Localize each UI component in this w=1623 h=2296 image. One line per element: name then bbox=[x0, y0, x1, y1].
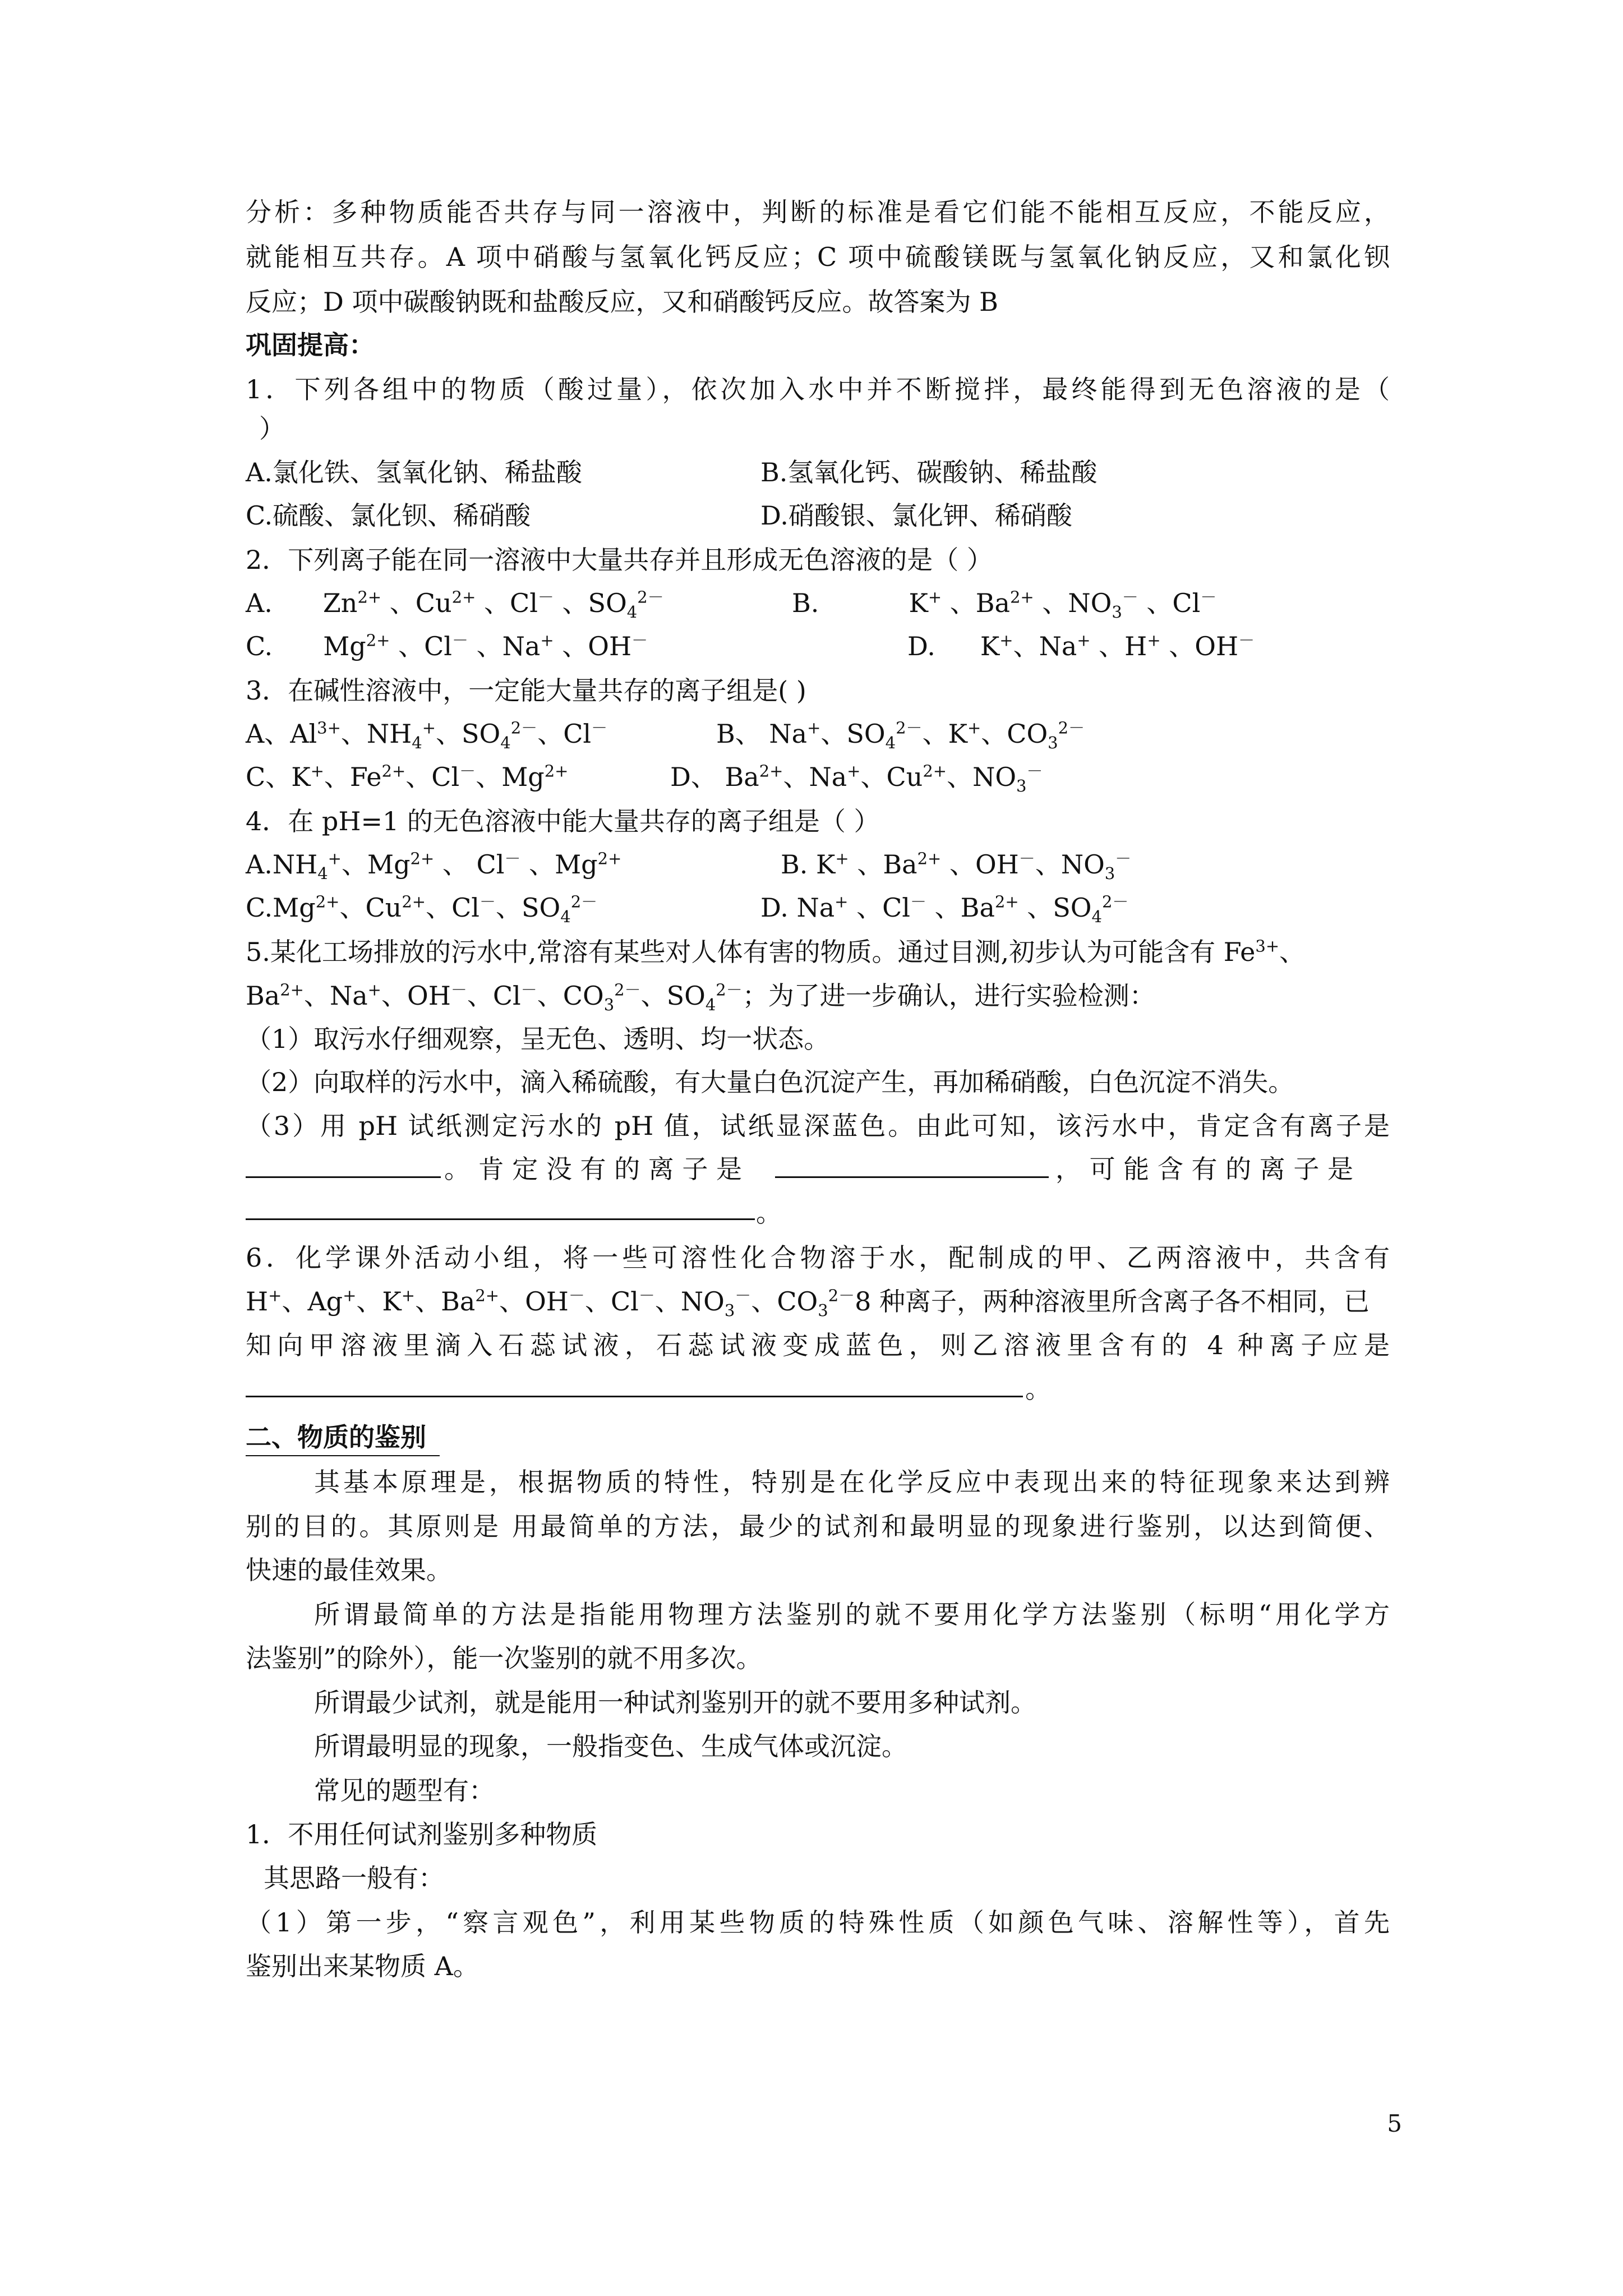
ion-text: 、Cl bbox=[405, 762, 460, 792]
ion-charge: + bbox=[310, 761, 324, 781]
ion-text: 、Mg bbox=[341, 849, 411, 880]
q1-option-d bbox=[760, 499, 1377, 532]
ion-charge: － bbox=[1018, 849, 1035, 868]
q3-option-a bbox=[246, 717, 694, 751]
ion-charge: + bbox=[1147, 631, 1161, 650]
ion-subscript: 3 bbox=[1104, 864, 1115, 884]
q5-blank-present-ions[interactable] bbox=[246, 1176, 441, 1178]
ion-text: 、SO bbox=[496, 892, 561, 923]
ion-subscript: 3 bbox=[1016, 776, 1027, 796]
q3-option-d bbox=[670, 760, 1343, 794]
q4-option-b bbox=[781, 848, 1386, 884]
section2-p1-line-2: 别的目的。其原则是 用最简单的方法，最少的试剂和最明显的现象进行鉴别，以达到简便、 bbox=[246, 1511, 1390, 1542]
ion-text: 、Ba bbox=[926, 892, 995, 923]
q5-blank-1-suffix: 。 肯 定 没 有 的 离 子 是 bbox=[444, 1154, 742, 1184]
ion-text: C.Mg bbox=[246, 892, 316, 923]
ion-charge: 3+ bbox=[317, 718, 341, 738]
ion-text: 、Cl bbox=[390, 631, 453, 661]
ion-charge: － bbox=[1115, 849, 1132, 868]
ion-charge: 2－ bbox=[716, 980, 743, 1000]
ion-subscript: 4 bbox=[1091, 907, 1102, 927]
ion-text: 、Fe bbox=[324, 762, 382, 792]
ion-text: 、Cl bbox=[476, 588, 538, 618]
ion-text: 、 Cl bbox=[434, 849, 505, 880]
ion-charge: － bbox=[459, 761, 476, 781]
ion-text: 、Na bbox=[783, 762, 847, 792]
ion-charge: － bbox=[735, 1286, 751, 1305]
ion-charge: + bbox=[328, 849, 342, 868]
ion-charge: + bbox=[268, 1286, 282, 1305]
ion-text: 、Cu bbox=[860, 762, 923, 792]
ion-text: 、NO bbox=[1035, 849, 1105, 880]
ion-text: 、Cl bbox=[584, 1286, 639, 1317]
q5-line-1 bbox=[246, 935, 1390, 969]
ion-subscript: 3 bbox=[1048, 733, 1058, 753]
ion-text: 、OH bbox=[1160, 631, 1239, 661]
ion-text: D、 Ba bbox=[670, 762, 759, 792]
ion-charge: 2+ bbox=[381, 761, 406, 781]
q5-blank-absent-ions[interactable] bbox=[775, 1176, 1049, 1178]
ion-charge: 2+ bbox=[280, 980, 304, 1000]
q3-option-c bbox=[246, 760, 694, 794]
q5-line-1-text: 5.某化工场排放的污水中,常溶有某些对人体有害的物质。通过目测,初步认为可能含有 Fe bbox=[246, 937, 1256, 967]
ion-charge: + bbox=[967, 718, 981, 738]
ion-text: 、Cu bbox=[339, 892, 402, 923]
q4-option-d bbox=[760, 891, 1389, 927]
section2-item-1: 1．不用任何试剂鉴别多种物质 bbox=[246, 1819, 598, 1849]
ion-text: B. K bbox=[781, 849, 836, 880]
section-heading-consolidate: 巩固提高： bbox=[246, 330, 375, 360]
q3-option-b bbox=[716, 717, 1389, 751]
q2-option-b-label: B. bbox=[792, 588, 819, 618]
ion-charge: 2－ bbox=[896, 718, 923, 738]
ion-charge: + bbox=[540, 631, 554, 650]
section-heading-underline bbox=[246, 1455, 440, 1456]
ion-text: 、Cu bbox=[381, 588, 452, 618]
ion-text: A、Al bbox=[246, 719, 317, 749]
analysis-line-2: 就能相互共存。A 项中硝酸与氢氧化钙反应；C 项中硫酸镁既与氢氧化钠反应，又和氯化钡 bbox=[246, 242, 1390, 272]
ion-subscript: 4 bbox=[500, 733, 511, 753]
q5-line-2-tail: ；为了进一步确认，进行实验检测： bbox=[742, 981, 1155, 1011]
ion-charge: 2+ bbox=[410, 849, 435, 868]
ion-text: 、Na bbox=[1013, 631, 1077, 661]
ion-charge: + bbox=[847, 761, 861, 781]
section2-p2-line-1: 所谓最简单的方法是指能用物理方法鉴别的就不要用化学方法鉴别（标明“用化学方 bbox=[314, 1599, 1390, 1630]
ion-text: 、CO bbox=[751, 1286, 818, 1317]
section2-p2-line-2: 法鉴别”的除外），能一次鉴别的就不用多次。 bbox=[246, 1643, 762, 1673]
ion-charge: 2+ bbox=[357, 587, 382, 607]
q6-blank-suffix: 。 bbox=[1025, 1374, 1051, 1404]
ion-charge: 2－ bbox=[828, 1286, 855, 1305]
ion-charge: － bbox=[591, 718, 608, 738]
ion-text: Ba bbox=[246, 981, 280, 1011]
q6-line-1: 6．化学课外活动小组，将一些可溶性化合物溶于水，配制成的甲、乙两溶液中，共含有 bbox=[246, 1243, 1390, 1273]
ion-charge: － bbox=[631, 631, 648, 650]
q2-stem: 2．下列离子能在同一溶液中大量共存并且形成无色溶液的是（ ） bbox=[246, 545, 993, 575]
q6-line-2 bbox=[246, 1285, 1390, 1318]
ion-charge: 2+ bbox=[917, 849, 942, 868]
ion-charge: － bbox=[504, 849, 521, 868]
q6-line-2-tail: 8 种离子，两种溶液里所含离子各不相同，已 bbox=[855, 1286, 1370, 1317]
ion-text: 、CO bbox=[537, 981, 604, 1011]
ion-charge: + bbox=[1077, 631, 1091, 650]
section2-step-1-line-1: （1）第一步，“察言观色”，利用某些物质的特殊性质（如颜色气味、溶解性等），首先 bbox=[246, 1907, 1390, 1938]
ion-text: 、H bbox=[1090, 631, 1147, 661]
ion-charge: － bbox=[537, 587, 554, 607]
ion-text: 、OH bbox=[499, 1286, 569, 1317]
ion-text: 、SO bbox=[1018, 892, 1092, 923]
ion-charge: － bbox=[1238, 631, 1255, 650]
q1-option-c-text: C.硫酸、氯化钡、稀硝酸 bbox=[246, 500, 531, 531]
ion-text: 、NO bbox=[947, 762, 1017, 792]
q1-stem-end: ） bbox=[259, 413, 285, 444]
ion-text: 、Mg bbox=[520, 849, 598, 880]
q2-option-c-label: C. bbox=[246, 631, 273, 661]
ion-text: 、SO bbox=[554, 588, 627, 618]
q3-stem: 3．在碱性溶液中，一定能大量共存的离子组是( ) bbox=[246, 675, 806, 706]
ion-charge: 2－ bbox=[1101, 892, 1129, 912]
q5-blank-possible-ions[interactable] bbox=[246, 1218, 755, 1220]
ion-text: 、Cl bbox=[426, 892, 479, 923]
ion-charge: 2+ bbox=[759, 761, 783, 781]
ion-text: H bbox=[246, 1286, 269, 1317]
ion-text: 、Ba bbox=[415, 1286, 476, 1317]
ion-charge: 2+ bbox=[475, 1286, 500, 1305]
q1-stem: 1．下列各组中的物质（酸过量），依次加入水中并不断搅拌，最终能得到无色溶液的是（ bbox=[246, 374, 1390, 404]
ion-subscript: 4 bbox=[705, 995, 716, 1015]
ion-charge: 2－ bbox=[510, 718, 538, 738]
ion-text: Zn bbox=[322, 588, 358, 618]
q2-option-a bbox=[246, 586, 806, 620]
ion-charge: 2－ bbox=[614, 980, 641, 1000]
q5-line-1-end: 、 bbox=[1279, 937, 1306, 967]
ion-text: 、Cl bbox=[467, 981, 521, 1011]
section-heading-identification: 二、物质的鉴别 bbox=[246, 1422, 426, 1452]
ion-charge: + bbox=[807, 718, 821, 738]
ion-text: B、 Na bbox=[716, 719, 808, 749]
ion-text: 、Cl bbox=[848, 892, 911, 923]
ion-text: 、Na bbox=[468, 631, 541, 661]
ion-text: 、Ag bbox=[282, 1286, 343, 1317]
q6-line-3: 知向甲溶液里滴入石蕊试液，石蕊试液变成蓝色，则乙溶液里含有的 4 种离子应是 bbox=[246, 1330, 1390, 1360]
ion-charge: 2－ bbox=[1058, 718, 1085, 738]
ion-charge: － bbox=[568, 1286, 585, 1305]
ion-subscript: 4 bbox=[412, 733, 422, 753]
q1-option-a-text: A.氯化铁、氢氧化钠、稀盐酸 bbox=[246, 457, 582, 487]
ion-charge: + bbox=[835, 849, 849, 868]
ion-text: 、OH bbox=[381, 981, 451, 1011]
q1-option-b bbox=[760, 455, 1377, 489]
section2-p5: 常见的题型有： bbox=[314, 1775, 495, 1806]
q2-option-d-label: D. bbox=[907, 631, 935, 661]
section2-step-1-line-2: 鉴别出来某物质 A。 bbox=[246, 1951, 479, 1981]
ion-charge: 2－ bbox=[637, 587, 664, 607]
ion-charge: + bbox=[422, 718, 436, 738]
q5-blank-2-suffix: ， 可 能 含 有 的 离 子 是 bbox=[1055, 1154, 1353, 1184]
ion-charge: － bbox=[452, 631, 469, 650]
q4-option-a bbox=[246, 848, 750, 884]
ion-text: 、OH bbox=[941, 849, 1019, 880]
ion-charge: － bbox=[479, 892, 496, 912]
ion-charge: － bbox=[638, 1286, 655, 1305]
ion-text: K bbox=[909, 588, 928, 618]
ion-text: 、NO bbox=[654, 1286, 725, 1317]
ion-text: 、OH bbox=[554, 631, 632, 661]
ion-text: 、NH bbox=[340, 719, 412, 749]
ion-charge: － bbox=[450, 980, 467, 1000]
q5-blank-3-suffix: 。 bbox=[756, 1198, 782, 1228]
q1-option-b-text: B.氢氧化钙、碳酸钠、稀盐酸 bbox=[760, 457, 1098, 487]
ion-text: 、NO bbox=[1034, 588, 1112, 618]
q5-line-2 bbox=[246, 979, 1390, 1013]
ion-subscript: 3 bbox=[818, 1301, 828, 1320]
ion-charge: － bbox=[910, 892, 927, 912]
ion-charge: 2－ bbox=[570, 892, 598, 912]
ion-subscript: 4 bbox=[885, 733, 896, 753]
ion-subscript: 3 bbox=[724, 1301, 735, 1320]
ion-charge: 3+ bbox=[1255, 936, 1280, 956]
ion-charge: － bbox=[1026, 761, 1043, 781]
ion-charge: 2+ bbox=[544, 761, 569, 781]
ion-text: 、SO bbox=[640, 981, 706, 1011]
q1-option-d-text: D.硝酸银、氯化钾、稀硝酸 bbox=[760, 500, 1072, 531]
q2-option-a-label: A. bbox=[246, 588, 273, 618]
ion-text: 、Cl bbox=[1138, 588, 1201, 618]
ion-charge: 2+ bbox=[994, 892, 1019, 912]
ion-subscript: 3 bbox=[1112, 602, 1122, 622]
ion-text: C、K bbox=[246, 762, 311, 792]
ion-text: K bbox=[980, 631, 1000, 661]
ion-charge: 2+ bbox=[402, 892, 426, 912]
ion-charge: 2+ bbox=[366, 631, 390, 650]
q5-step-3: （3）用 pH 试纸测定污水的 pH 值，试纸显深蓝色。由此可知，该污水中，肯定含有离子是 bbox=[246, 1111, 1390, 1141]
analysis-line-1: 分析：多种物质能否共存与同一溶液中，判断的标准是看它们能不能相互反应，不能反应， bbox=[246, 197, 1390, 227]
page-number: 5 bbox=[1387, 2110, 1402, 2137]
ion-text: D. Na bbox=[760, 892, 835, 923]
q4-option-c bbox=[246, 891, 750, 927]
ion-charge: + bbox=[999, 631, 1013, 650]
ion-text: Mg bbox=[323, 631, 366, 661]
ion-charge: － bbox=[1122, 587, 1138, 607]
ion-charge: － bbox=[520, 980, 537, 1000]
q5-step-2: （2）向取样的污水中，滴入稀硫酸，有大量白色沉淀产生，再加稀硝酸，白色沉淀不消失。 bbox=[246, 1067, 1294, 1097]
q2-option-c bbox=[246, 629, 806, 663]
section2-item-1-sub: 其思路一般有： bbox=[264, 1863, 444, 1893]
ion-text: 、Ba bbox=[942, 588, 1010, 618]
ion-text: 、K bbox=[356, 1286, 402, 1317]
ion-text: 、K bbox=[922, 719, 967, 749]
section2-p4: 所谓最明显的现象，一般指变色、生成气体或沉淀。 bbox=[314, 1731, 907, 1761]
section2-p1-line-3: 快速的最佳效果。 bbox=[246, 1555, 452, 1585]
q2-option-d bbox=[907, 629, 1390, 663]
ion-text: 、Ba bbox=[849, 849, 917, 880]
ion-subscript: 3 bbox=[603, 995, 615, 1015]
ion-charge: 2+ bbox=[597, 849, 622, 868]
ion-text: A.NH bbox=[246, 849, 318, 880]
ion-text: 、SO bbox=[436, 719, 501, 749]
ion-charge: + bbox=[928, 587, 942, 607]
ion-charge: 2+ bbox=[923, 761, 947, 781]
section2-p3: 所谓最少试剂，就是能用一种试剂鉴别开的就不要用多种试剂。 bbox=[314, 1687, 1036, 1718]
ion-text: 、Na bbox=[303, 981, 368, 1011]
ion-charge: － bbox=[1200, 587, 1217, 607]
ion-charge: 2+ bbox=[451, 587, 476, 607]
q5-step-1: （1）取污水仔细观察，呈无色、透明、均一状态。 bbox=[246, 1024, 830, 1054]
ion-text: 、SO bbox=[820, 719, 886, 749]
q4-stem: 4．在 pH=1 的无色溶液中能大量共存的离子组是（ ） bbox=[246, 806, 880, 836]
ion-charge: 2+ bbox=[1009, 587, 1034, 607]
ion-charge: 2+ bbox=[315, 892, 340, 912]
ion-text: 、CO bbox=[981, 719, 1048, 749]
ion-charge: + bbox=[343, 1286, 357, 1305]
q2-option-b bbox=[792, 586, 1386, 620]
ion-charge: + bbox=[367, 980, 381, 1000]
ion-text: 、Cl bbox=[537, 719, 592, 749]
ion-subscript: 4 bbox=[317, 864, 328, 884]
section2-p1-line-1: 其基本原理是，根据物质的特性，特别是在化学反应中表现出来的特征现象来达到辨 bbox=[314, 1467, 1390, 1497]
q6-blank-ions[interactable] bbox=[246, 1396, 1023, 1397]
analysis-line-3: 反应；D 项中碳酸钠既和盐酸反应，又和硝酸钙反应。故答案为 B bbox=[246, 287, 998, 317]
ion-subscript: 4 bbox=[626, 602, 638, 622]
ion-subscript: 4 bbox=[560, 907, 571, 927]
ion-charge: + bbox=[401, 1286, 416, 1305]
ion-text: 、Mg bbox=[476, 762, 545, 792]
ion-charge: + bbox=[834, 892, 849, 912]
